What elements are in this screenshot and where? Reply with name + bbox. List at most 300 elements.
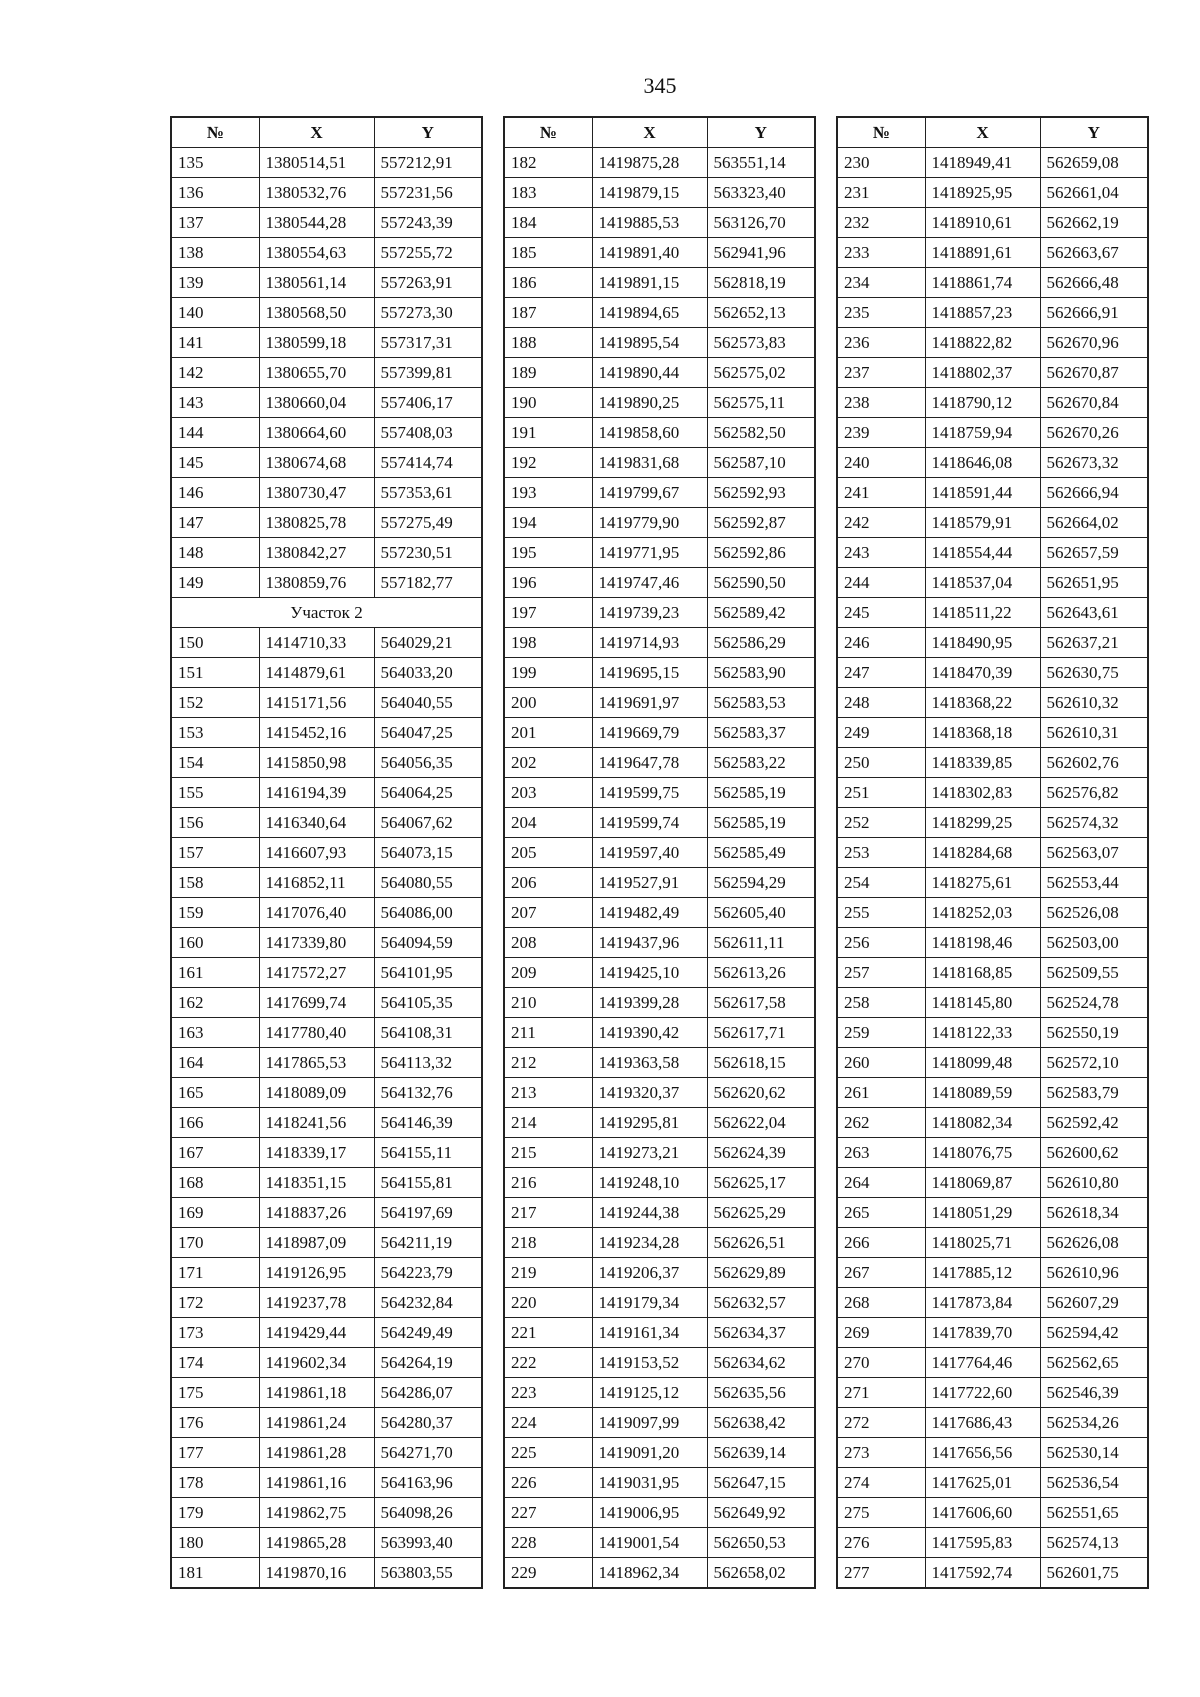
x-coordinate-cell: 1418537,04 [925,568,1040,598]
x-coordinate-cell: 1418339,85 [925,748,1040,778]
point-number-cell: 166 [171,1108,259,1138]
table-row [837,238,1148,268]
point-number-cell: 217 [504,1198,592,1228]
x-coordinate-cell: 1419597,40 [592,838,707,868]
point-number-cell: 216 [504,1168,592,1198]
y-coordinate-cell: 562590,50 [707,568,815,598]
table-row [837,298,1148,328]
y-coordinate-cell: 564105,35 [374,988,482,1018]
table-row [504,268,815,298]
y-coordinate-cell: 562637,21 [1040,628,1148,658]
point-number-cell: 163 [171,1018,259,1048]
point-number-cell: 271 [837,1378,925,1408]
table-row [171,1138,482,1168]
y-coordinate-cell: 562664,02 [1040,508,1148,538]
table-row [504,1468,815,1498]
y-coordinate-cell: 557212,91 [374,148,482,178]
point-number-cell: 183 [504,178,592,208]
y-coordinate-cell: 562610,80 [1040,1168,1148,1198]
x-coordinate-cell: 1419739,23 [592,598,707,628]
y-coordinate-cell: 562602,76 [1040,748,1148,778]
table-row [504,1228,815,1258]
y-coordinate-cell: 562618,15 [707,1048,815,1078]
y-coordinate-cell: 564108,31 [374,1018,482,1048]
point-number-cell: 228 [504,1528,592,1558]
point-number-cell: 208 [504,928,592,958]
x-coordinate-cell: 1418837,26 [259,1198,374,1228]
y-coordinate-cell: 563993,40 [374,1528,482,1558]
y-coordinate-cell: 564280,37 [374,1408,482,1438]
point-number-cell: 277 [837,1558,925,1589]
x-coordinate-cell: 1419861,18 [259,1378,374,1408]
table-row [504,838,815,868]
point-number-cell: 204 [504,808,592,838]
y-coordinate-cell: 564086,00 [374,898,482,928]
table-row [171,1168,482,1198]
table-row [171,478,482,508]
y-coordinate-cell: 563551,14 [707,148,815,178]
point-number-cell: 201 [504,718,592,748]
header-number: № [837,117,925,148]
x-coordinate-cell: 1380660,04 [259,388,374,418]
y-coordinate-cell: 562610,96 [1040,1258,1148,1288]
x-coordinate-cell: 1417076,40 [259,898,374,928]
point-number-cell: 234 [837,268,925,298]
point-number-cell: 149 [171,568,259,598]
x-coordinate-cell: 1419695,15 [592,658,707,688]
y-coordinate-cell: 564155,81 [374,1168,482,1198]
y-coordinate-cell: 563126,70 [707,208,815,238]
x-coordinate-cell: 1416607,93 [259,838,374,868]
point-number-cell: 181 [171,1558,259,1589]
x-coordinate-cell: 1416194,39 [259,778,374,808]
x-coordinate-cell: 1418089,09 [259,1078,374,1108]
point-number-cell: 242 [837,508,925,538]
point-number-cell: 140 [171,298,259,328]
table-row [504,778,815,808]
coordinates-table-1 [170,116,483,1589]
y-coordinate-cell: 562666,91 [1040,298,1148,328]
table-row [837,1228,1148,1258]
x-coordinate-cell: 1419691,97 [592,688,707,718]
table-row [171,658,482,688]
table-row [504,1348,815,1378]
y-coordinate-cell: 562574,13 [1040,1528,1148,1558]
x-coordinate-cell: 1419390,42 [592,1018,707,1048]
table-row [504,148,815,178]
x-coordinate-cell: 1417592,74 [925,1558,1040,1589]
point-number-cell: 200 [504,688,592,718]
table-row [171,538,482,568]
point-number-cell: 159 [171,898,259,928]
table-row [837,478,1148,508]
x-coordinate-cell: 1380842,27 [259,538,374,568]
x-coordinate-cell: 1418076,75 [925,1138,1040,1168]
table-row [171,1018,482,1048]
table-row [504,1408,815,1438]
point-number-cell: 160 [171,928,259,958]
point-number-cell: 197 [504,598,592,628]
y-coordinate-cell: 564197,69 [374,1198,482,1228]
y-coordinate-cell: 564155,11 [374,1138,482,1168]
table-row [837,1108,1148,1138]
x-coordinate-cell: 1419425,10 [592,958,707,988]
table-row [504,178,815,208]
table-row [504,988,815,1018]
point-number-cell: 245 [837,598,925,628]
point-number-cell: 267 [837,1258,925,1288]
point-number-cell: 274 [837,1468,925,1498]
table-row [171,958,482,988]
x-coordinate-cell: 1417625,01 [925,1468,1040,1498]
y-coordinate-cell: 562629,89 [707,1258,815,1288]
y-coordinate-cell: 564067,62 [374,808,482,838]
y-coordinate-cell: 564271,70 [374,1438,482,1468]
table-row [504,1168,815,1198]
x-coordinate-cell: 1418490,95 [925,628,1040,658]
y-coordinate-cell: 557275,49 [374,508,482,538]
point-number-cell: 218 [504,1228,592,1258]
point-number-cell: 136 [171,178,259,208]
header-number: № [171,117,259,148]
x-coordinate-cell: 1414710,33 [259,628,374,658]
y-coordinate-cell: 562666,48 [1040,268,1148,298]
x-coordinate-cell: 1419234,28 [592,1228,707,1258]
x-coordinate-cell: 1419858,60 [592,418,707,448]
y-coordinate-cell: 557255,72 [374,238,482,268]
table-row [837,448,1148,478]
y-coordinate-cell: 562651,95 [1040,568,1148,598]
point-number-cell: 139 [171,268,259,298]
point-number-cell: 235 [837,298,925,328]
point-number-cell: 243 [837,538,925,568]
table-row [504,1498,815,1528]
point-number-cell: 223 [504,1378,592,1408]
point-number-cell: 178 [171,1468,259,1498]
point-number-cell: 248 [837,688,925,718]
x-coordinate-cell: 1419437,96 [592,928,707,958]
table-row [837,568,1148,598]
y-coordinate-cell: 557273,30 [374,298,482,328]
y-coordinate-cell: 562572,10 [1040,1048,1148,1078]
table-row [837,1528,1148,1558]
y-coordinate-cell: 562613,26 [707,958,815,988]
y-coordinate-cell: 563803,55 [374,1558,482,1589]
x-coordinate-cell: 1380599,18 [259,328,374,358]
x-coordinate-cell: 1417885,12 [925,1258,1040,1288]
y-coordinate-cell: 562649,92 [707,1498,815,1528]
x-coordinate-cell: 1419153,52 [592,1348,707,1378]
table-row [504,358,815,388]
y-coordinate-cell: 557263,91 [374,268,482,298]
table-row [171,508,482,538]
y-coordinate-cell: 562574,32 [1040,808,1148,838]
y-coordinate-cell: 564033,20 [374,658,482,688]
x-coordinate-cell: 1418470,39 [925,658,1040,688]
x-coordinate-cell: 1418511,22 [925,598,1040,628]
x-coordinate-cell: 1419891,40 [592,238,707,268]
x-coordinate-cell: 1418168,85 [925,958,1040,988]
y-coordinate-cell: 562611,11 [707,928,815,958]
point-number-cell: 273 [837,1438,925,1468]
y-coordinate-cell: 562509,55 [1040,958,1148,988]
point-number-cell: 232 [837,208,925,238]
y-coordinate-cell: 562575,11 [707,388,815,418]
y-coordinate-cell: 562594,42 [1040,1318,1148,1348]
table-row [504,868,815,898]
x-coordinate-cell: 1418891,61 [925,238,1040,268]
y-coordinate-cell: 562530,14 [1040,1438,1148,1468]
x-coordinate-cell: 1419890,44 [592,358,707,388]
point-number-cell: 220 [504,1288,592,1318]
y-coordinate-cell: 562573,83 [707,328,815,358]
x-coordinate-cell: 1414879,61 [259,658,374,688]
table-row [837,658,1148,688]
table-row [504,478,815,508]
table-row [504,328,815,358]
table-row [171,1348,482,1378]
y-coordinate-cell: 562625,17 [707,1168,815,1198]
y-coordinate-cell: 562630,75 [1040,658,1148,688]
point-number-cell: 135 [171,148,259,178]
table-row [504,298,815,328]
x-coordinate-cell: 1419006,95 [592,1498,707,1528]
point-number-cell: 177 [171,1438,259,1468]
table-row [837,1198,1148,1228]
y-coordinate-cell: 562618,34 [1040,1198,1148,1228]
y-coordinate-cell: 562670,96 [1040,328,1148,358]
x-coordinate-cell: 1380674,68 [259,448,374,478]
y-coordinate-cell: 562610,31 [1040,718,1148,748]
x-coordinate-cell: 1380544,28 [259,208,374,238]
table-row [837,748,1148,778]
point-number-cell: 164 [171,1048,259,1078]
y-coordinate-cell: 564064,25 [374,778,482,808]
point-number-cell: 205 [504,838,592,868]
point-number-cell: 151 [171,658,259,688]
y-coordinate-cell: 562663,67 [1040,238,1148,268]
point-number-cell: 209 [504,958,592,988]
point-number-cell: 144 [171,418,259,448]
point-number-cell: 239 [837,418,925,448]
y-coordinate-cell: 562601,75 [1040,1558,1148,1589]
point-number-cell: 142 [171,358,259,388]
header-x: X [925,117,1040,148]
table-row [837,1498,1148,1528]
table-row [837,178,1148,208]
y-coordinate-cell: 562652,13 [707,298,815,328]
x-coordinate-cell: 1418822,82 [925,328,1040,358]
x-coordinate-cell: 1418910,61 [925,208,1040,238]
x-coordinate-cell: 1417606,60 [925,1498,1040,1528]
table-row [504,1198,815,1228]
table-row [504,598,815,628]
table-row [504,208,815,238]
point-number-cell: 221 [504,1318,592,1348]
x-coordinate-cell: 1418099,48 [925,1048,1040,1078]
table-row [171,748,482,778]
x-coordinate-cell: 1417339,80 [259,928,374,958]
x-coordinate-cell: 1419875,28 [592,148,707,178]
y-coordinate-cell: 562605,40 [707,898,815,928]
x-coordinate-cell: 1419865,28 [259,1528,374,1558]
table-row [837,718,1148,748]
x-coordinate-cell: 1419779,90 [592,508,707,538]
point-number-cell: 196 [504,568,592,598]
y-coordinate-cell: 557230,51 [374,538,482,568]
table-row [171,628,482,658]
table-row [837,148,1148,178]
table-row [171,238,482,268]
point-number-cell: 192 [504,448,592,478]
point-number-cell: 275 [837,1498,925,1528]
table-row [171,358,482,388]
y-coordinate-cell: 562617,58 [707,988,815,1018]
point-number-cell: 247 [837,658,925,688]
point-number-cell: 214 [504,1108,592,1138]
table-row [171,1258,482,1288]
point-number-cell: 252 [837,808,925,838]
x-coordinate-cell: 1419091,20 [592,1438,707,1468]
y-coordinate-cell: 564223,79 [374,1258,482,1288]
y-coordinate-cell: 562583,53 [707,688,815,718]
point-number-cell: 250 [837,748,925,778]
point-number-cell: 155 [171,778,259,808]
table-row [171,298,482,328]
y-coordinate-cell: 562592,87 [707,508,815,538]
x-coordinate-cell: 1419771,95 [592,538,707,568]
table-row [504,1018,815,1048]
header-x: X [259,117,374,148]
y-coordinate-cell: 564146,39 [374,1108,482,1138]
coordinates-table-2 [503,116,816,1589]
x-coordinate-cell: 1380514,51 [259,148,374,178]
y-coordinate-cell: 562600,62 [1040,1138,1148,1168]
table-row [504,1048,815,1078]
x-coordinate-cell: 1415171,56 [259,688,374,718]
table-row [504,1108,815,1138]
point-number-cell: 225 [504,1438,592,1468]
y-coordinate-cell: 562550,19 [1040,1018,1148,1048]
point-number-cell: 175 [171,1378,259,1408]
header-number: № [504,117,592,148]
x-coordinate-cell: 1419429,44 [259,1318,374,1348]
x-coordinate-cell: 1417873,84 [925,1288,1040,1318]
table-row [171,328,482,358]
y-coordinate-cell: 564080,55 [374,868,482,898]
x-coordinate-cell: 1419862,75 [259,1498,374,1528]
x-coordinate-cell: 1417572,27 [259,958,374,988]
x-coordinate-cell: 1419890,25 [592,388,707,418]
point-number-cell: 169 [171,1198,259,1228]
x-coordinate-cell: 1418987,09 [259,1228,374,1258]
table-row [837,1018,1148,1048]
x-coordinate-cell: 1419895,54 [592,328,707,358]
y-coordinate-cell: 562647,15 [707,1468,815,1498]
y-coordinate-cell: 562818,19 [707,268,815,298]
x-coordinate-cell: 1418051,29 [925,1198,1040,1228]
table-header-row [837,117,1148,148]
y-coordinate-cell: 564132,76 [374,1078,482,1108]
point-number-cell: 222 [504,1348,592,1378]
y-coordinate-cell: 562594,29 [707,868,815,898]
table-row [171,898,482,928]
section-title: Участок 2 [171,598,482,628]
x-coordinate-cell: 1419527,91 [592,868,707,898]
y-coordinate-cell: 562941,96 [707,238,815,268]
y-coordinate-cell: 562585,19 [707,778,815,808]
point-number-cell: 276 [837,1528,925,1558]
x-coordinate-cell: 1417839,70 [925,1318,1040,1348]
table-row [504,448,815,478]
y-coordinate-cell: 562592,86 [707,538,815,568]
y-coordinate-cell: 562625,29 [707,1198,815,1228]
y-coordinate-cell: 562551,65 [1040,1498,1148,1528]
point-number-cell: 194 [504,508,592,538]
x-coordinate-cell: 1418302,83 [925,778,1040,808]
y-coordinate-cell: 562657,59 [1040,538,1148,568]
x-coordinate-cell: 1418554,44 [925,538,1040,568]
point-number-cell: 229 [504,1558,592,1589]
table-row [837,1468,1148,1498]
point-number-cell: 266 [837,1228,925,1258]
point-number-cell: 237 [837,358,925,388]
point-number-cell: 212 [504,1048,592,1078]
point-number-cell: 138 [171,238,259,268]
table-row [837,1348,1148,1378]
point-number-cell: 270 [837,1348,925,1378]
table-row [837,958,1148,988]
point-number-cell: 259 [837,1018,925,1048]
point-number-cell: 253 [837,838,925,868]
table-row [171,1468,482,1498]
table-row [171,268,482,298]
table-row [504,658,815,688]
table-row [171,418,482,448]
table-row [837,1168,1148,1198]
table-row [171,208,482,238]
table-row [171,868,482,898]
y-coordinate-cell: 562585,19 [707,808,815,838]
x-coordinate-cell: 1419647,78 [592,748,707,778]
y-coordinate-cell: 562576,82 [1040,778,1148,808]
y-coordinate-cell: 562620,62 [707,1078,815,1108]
y-coordinate-cell: 562583,90 [707,658,815,688]
x-coordinate-cell: 1417865,53 [259,1048,374,1078]
point-number-cell: 249 [837,718,925,748]
x-coordinate-cell: 1418299,25 [925,808,1040,838]
y-coordinate-cell: 562553,44 [1040,868,1148,898]
y-coordinate-cell: 562639,14 [707,1438,815,1468]
y-coordinate-cell: 562635,56 [707,1378,815,1408]
y-coordinate-cell: 557231,56 [374,178,482,208]
x-coordinate-cell: 1418145,80 [925,988,1040,1018]
table-row [504,748,815,778]
point-number-cell: 188 [504,328,592,358]
point-number-cell: 260 [837,1048,925,1078]
y-coordinate-cell: 562634,62 [707,1348,815,1378]
table-row [837,598,1148,628]
x-coordinate-cell: 1418949,41 [925,148,1040,178]
x-coordinate-cell: 1418339,17 [259,1138,374,1168]
y-coordinate-cell: 562583,79 [1040,1078,1148,1108]
point-number-cell: 265 [837,1198,925,1228]
point-number-cell: 226 [504,1468,592,1498]
y-coordinate-cell: 562583,37 [707,718,815,748]
point-number-cell: 195 [504,538,592,568]
point-number-cell: 191 [504,418,592,448]
point-number-cell: 256 [837,928,925,958]
